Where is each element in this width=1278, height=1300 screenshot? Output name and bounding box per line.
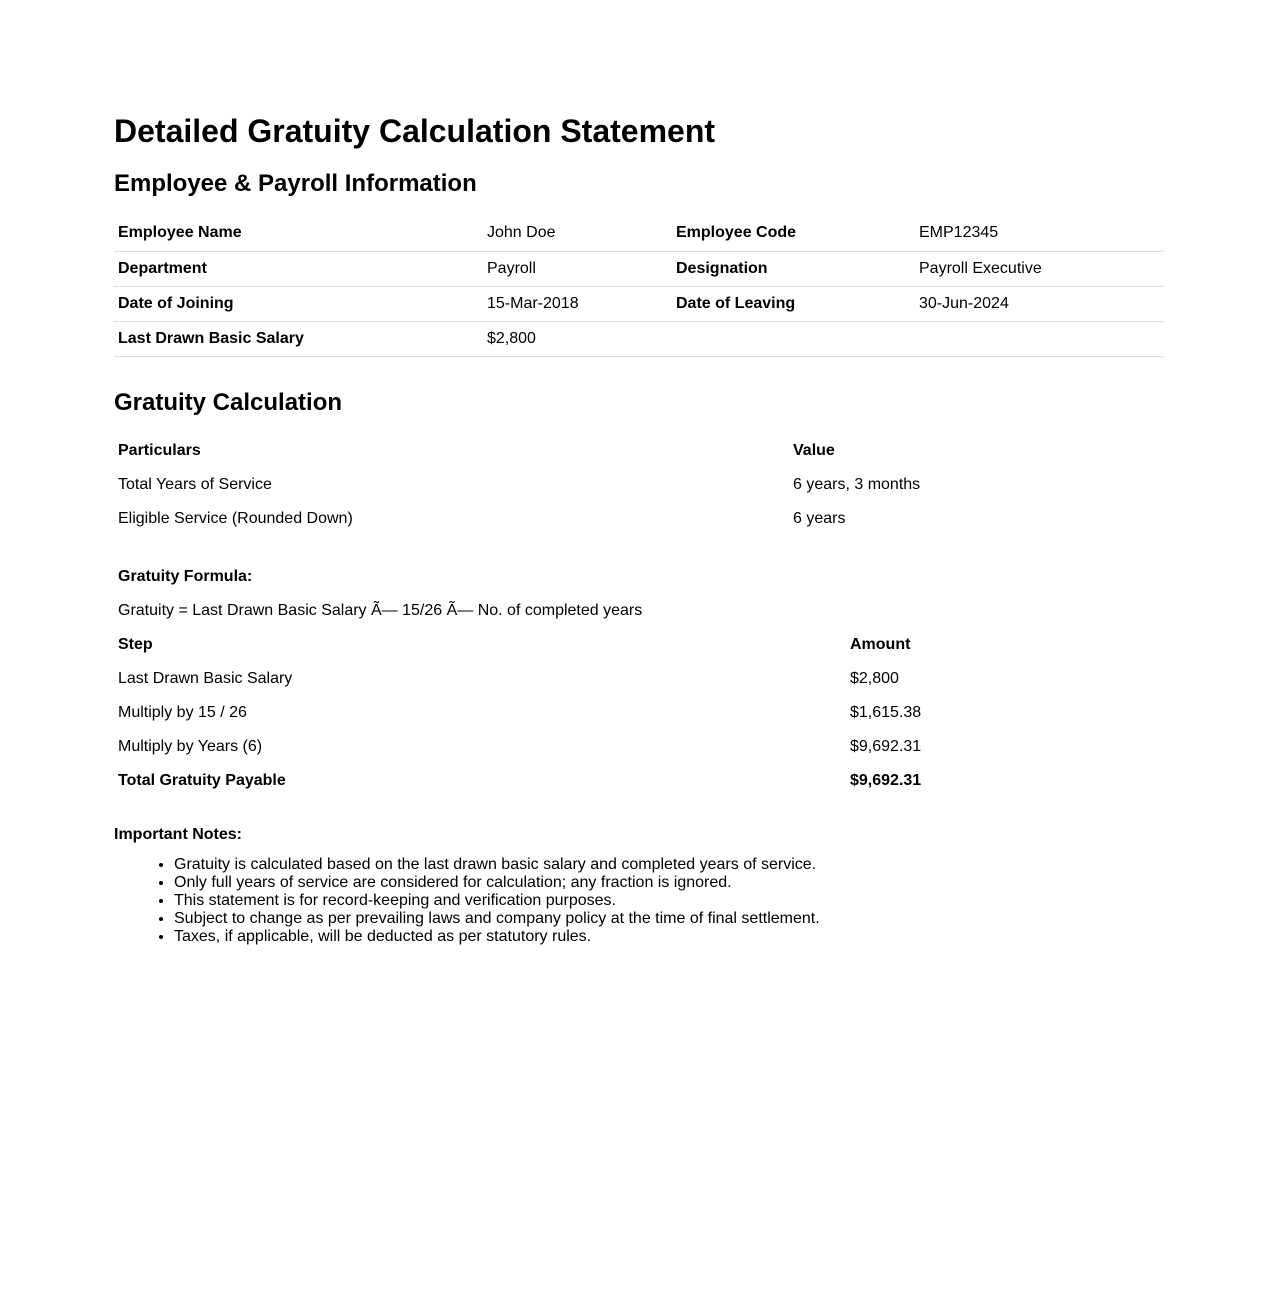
department-label: Department: [114, 251, 483, 286]
date-of-joining-label: Date of Joining: [114, 286, 483, 321]
total-label: Total Gratuity Payable: [118, 771, 286, 789]
gratuity-statement: [114, 112, 1164, 946]
note-item: • This statement is for record-keeping and verification purposes.: [174, 892, 1164, 910]
table-row: [114, 468, 1164, 502]
employee-info-row: [114, 286, 1164, 321]
value-header: Value: [793, 441, 835, 459]
basic-salary-value: $2,800: [483, 321, 672, 356]
employee-info-row: [114, 251, 1164, 286]
total-row: [114, 764, 1164, 798]
formula-text: Gratuity = Last Drawn Basic Salary Ã— 15/26 Ã— No. of completed years: [118, 601, 643, 619]
employee-info-table: [114, 216, 1164, 357]
employee-code-value: EMP12345: [915, 216, 1164, 251]
date-of-leaving-value: 30-Jun-2024: [915, 286, 1164, 321]
amount-header: Amount: [850, 635, 911, 653]
step-cell: Last Drawn Basic Salary: [118, 669, 293, 687]
step-header: Step: [118, 635, 153, 653]
total-amount: $9,692.31: [850, 771, 922, 789]
note-item: • Subject to change as per prevailing laws and company policy at the time of final settlement.: [174, 910, 1164, 928]
table-row: [114, 696, 1164, 730]
date-of-joining-value: 15-Mar-2018: [483, 286, 672, 321]
employee-section-heading: Employee & Payroll Information: [114, 170, 477, 197]
department-value: Payroll: [483, 251, 672, 286]
employee-name-value: John Doe: [483, 216, 672, 251]
particulars-header: Particulars: [118, 441, 201, 459]
employee-info-row: [114, 216, 1164, 251]
notes-list: [114, 856, 1164, 946]
designation-label: Designation: [672, 251, 915, 286]
table-row: [114, 502, 1164, 536]
amount-cell: $1,615.38: [850, 703, 922, 721]
note-item: • Only full years of service are considered for calculation; any fraction is ignored.: [174, 874, 1164, 892]
particular-cell: Eligible Service (Rounded Down): [118, 509, 353, 527]
step-cell: Multiply by Years (6): [118, 737, 263, 755]
employee-info-row: [114, 321, 1164, 356]
calculation-steps-table: [114, 628, 1164, 798]
table-row: [114, 662, 1164, 696]
page-title: Detailed Gratuity Calculation Statement: [114, 113, 716, 149]
formula-label: Gratuity Formula:: [118, 567, 253, 585]
value-cell: 6 years, 3 months: [793, 475, 921, 493]
designation-value: Payroll Executive: [915, 251, 1164, 286]
note-item: • Gratuity is calculated based on the last drawn basic salary and completed years of service.: [174, 856, 1164, 874]
calculation-section-heading: Gratuity Calculation: [114, 388, 343, 416]
employee-code-label: Employee Code: [672, 216, 915, 251]
value-cell: 6 years: [793, 509, 846, 527]
table-row: [114, 730, 1164, 764]
basic-salary-label: Last Drawn Basic Salary: [114, 321, 483, 356]
amount-cell: $2,800: [850, 669, 899, 687]
employee-name-label: Employee Name: [114, 216, 483, 251]
step-cell: Multiply by 15 / 26: [118, 703, 247, 721]
date-of-leaving-label: Date of Leaving: [672, 286, 915, 321]
particulars-table: [114, 434, 1164, 536]
particular-cell: Total Years of Service: [118, 475, 272, 493]
table-header-row: [114, 628, 1164, 662]
amount-cell: $9,692.31: [850, 737, 922, 755]
table-header-row: [114, 434, 1164, 468]
note-item: • Taxes, if applicable, will be deducted as per statutory rules.: [174, 928, 1164, 946]
empty-cell: [915, 321, 1164, 356]
empty-cell: [672, 321, 915, 356]
notes-title: Important Notes:: [114, 825, 242, 843]
